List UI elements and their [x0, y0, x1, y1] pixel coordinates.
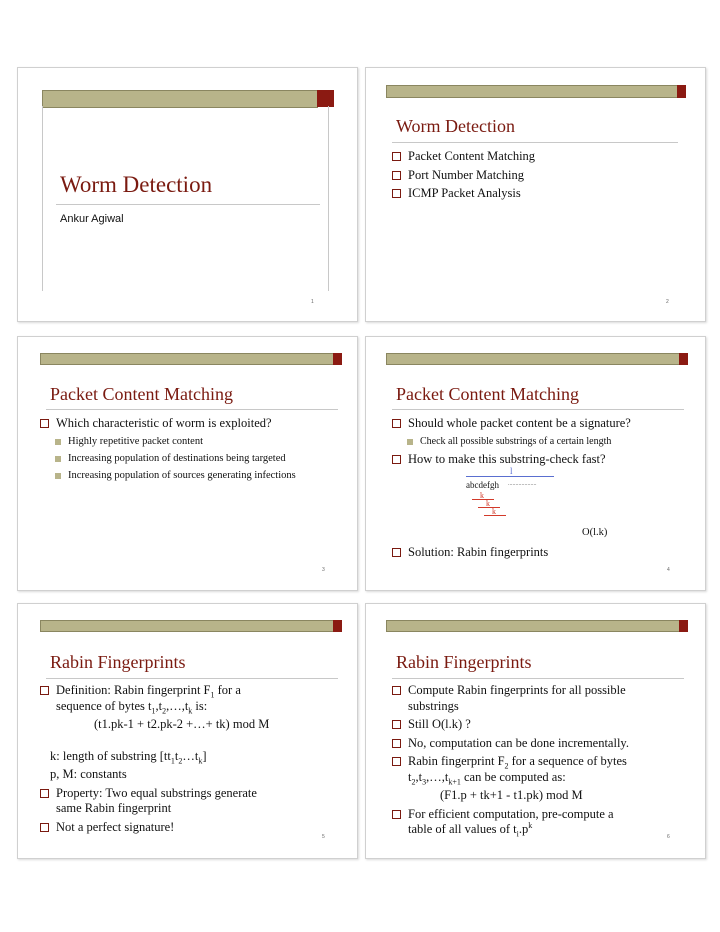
- slide-5: [17, 603, 358, 859]
- accent-square: [679, 353, 688, 365]
- slide-title: Packet Content Matching: [50, 384, 233, 404]
- k-label: k: [480, 491, 484, 500]
- slide-title: Worm Detection: [60, 172, 213, 197]
- title-underline: [392, 678, 684, 679]
- bullet-list: [392, 149, 682, 205]
- bullet-list: [392, 416, 692, 470]
- title-underline: [46, 678, 338, 679]
- definition-k: k: length of substring $[tt_1t_2\dots t_k]$: [50, 748, 207, 765]
- bullet-list: [40, 683, 350, 838]
- k-label: k: [492, 507, 496, 516]
- list-item: Which characteristic of worm is exploited?: [40, 416, 340, 432]
- constants: p, M: constants: [50, 767, 127, 781]
- formula: (F1.p + tk+1 - t1.pk) mod M: [440, 788, 583, 802]
- slide-4: [365, 336, 706, 591]
- l-label: l: [510, 466, 513, 476]
- slide-number: 1: [311, 299, 314, 305]
- list-item: Compute Rabin fingerprints for all possible substrings: [392, 683, 697, 714]
- title-bar: [386, 353, 680, 365]
- bullet-list: [40, 416, 340, 486]
- list-item: Highly repetitive packet content: [40, 435, 340, 449]
- list-item: No, computation can be done incrementally.: [392, 736, 697, 752]
- slide-number: 5: [322, 834, 325, 840]
- title-bar: [40, 353, 334, 365]
- list-item: Property: Two equal substrings generate same Rabin fingerprint: [40, 786, 350, 817]
- list-item: Check all possible substrings of a certain length: [392, 435, 692, 449]
- bullet-list: [392, 545, 692, 564]
- slide-3: [17, 336, 358, 591]
- list-item: ICMP Packet Analysis: [392, 186, 682, 202]
- list-item: Rabin fingerprint $F_2$ for a sequence of bytes $t_2,t_3,\dots,t_{k+1}$ can be computed as:: [392, 754, 697, 785]
- slide-number: 3: [322, 567, 325, 573]
- title-underline: [56, 204, 320, 205]
- list-item: Definition: Rabin fingerprint $F_1$ for a sequence of bytes $t_1,t_2,\dots,t_k$ is:: [40, 683, 350, 714]
- slide-number: 6: [667, 834, 670, 840]
- list-item: Port Number Matching: [392, 168, 682, 184]
- title-underline: [392, 142, 678, 143]
- l-arrow: [466, 476, 554, 477]
- k-label: k: [486, 499, 490, 508]
- vertical-rule: [42, 106, 43, 291]
- list-item: Packet Content Matching: [392, 149, 682, 165]
- list-item: For efficient computation, pre-compute a table of all values of $t_i.p^k$: [392, 807, 697, 838]
- slide-title: Rabin Fingerprints: [396, 652, 532, 672]
- substring-text: abcdefgh: [466, 480, 499, 490]
- list-item: Increasing population of destinations being targeted: [40, 452, 298, 466]
- accent-square: [679, 620, 688, 632]
- title-underline: [392, 409, 684, 410]
- accent-square: [677, 85, 686, 98]
- list-item: Still O(l.k) ?: [392, 717, 697, 733]
- title-bar: [386, 85, 678, 98]
- bullet-list: [392, 683, 697, 841]
- author: Ankur Agiwal: [60, 213, 124, 225]
- substring-diagram: [466, 466, 576, 549]
- slide-number: 4: [667, 567, 670, 573]
- list-item: Should whole packet content be a signature?: [392, 416, 692, 432]
- slide-title: Worm Detection: [396, 116, 516, 136]
- slide-1: [17, 67, 358, 322]
- slide-title: Rabin Fingerprints: [50, 652, 186, 672]
- title-bar: [386, 620, 680, 632]
- complexity-label: O(l.k): [582, 527, 608, 538]
- list-item: Not a perfect signature!: [40, 820, 350, 836]
- dots: ...................: [508, 481, 537, 487]
- title-underline: [46, 409, 338, 410]
- slide-6: [365, 603, 706, 859]
- title-bar: [42, 90, 318, 108]
- accent-square: [317, 90, 334, 107]
- title-bar: [40, 620, 334, 632]
- accent-square: [333, 620, 342, 632]
- slide-2: [365, 67, 706, 322]
- accent-square: [333, 353, 342, 365]
- slide-number: 2: [666, 299, 669, 305]
- vertical-rule-right: [328, 106, 329, 291]
- list-item: Increasing population of sources generating infections: [40, 469, 318, 483]
- list-item: Solution: Rabin fingerprints: [392, 545, 692, 561]
- slide-title: Packet Content Matching: [396, 384, 579, 404]
- formula: (t1.pk-1 + t2.pk-2 +…+ tk) mod M: [94, 717, 270, 731]
- list-item: How to make this substring-check fast?: [392, 452, 692, 468]
